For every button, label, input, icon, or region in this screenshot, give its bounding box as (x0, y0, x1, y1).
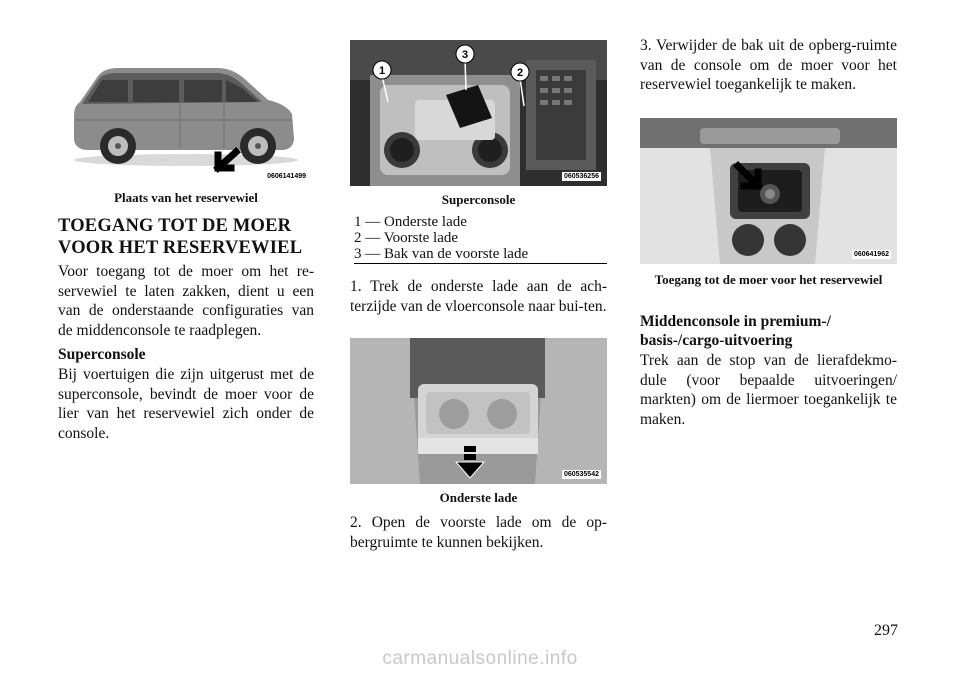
callout-2: 2 (516, 67, 524, 79)
spare-wheel-location-figure (58, 40, 314, 186)
figure-caption: Onderste lade (439, 490, 518, 505)
step-3-paragraph: 3. Verwijder de bak uit de opberg-ruimte van de console om de moer voor het reservewiel toegankelijk te maken. (640, 37, 897, 93)
figure-caption: Superconsole (441, 192, 516, 207)
figure-code: 060536256 (563, 173, 599, 180)
legend-item: 3 — Bak van de voorste lade (354, 246, 529, 262)
minivan-illustration (58, 40, 314, 186)
figure-caption: Toegang tot de moer voor het reservewiel (654, 272, 883, 287)
watermark: carmanualsonline.info (382, 648, 578, 669)
figure-caption: Plaats van het reservewiel (114, 190, 258, 205)
legend-item: 1 — Onderste lade (354, 214, 467, 230)
subheading-superconsole: Superconsole (58, 346, 146, 363)
page-number: 297 (874, 622, 898, 639)
legend-item: 2 — Voorste lade (354, 230, 459, 246)
lower-tray-photo (350, 338, 607, 484)
section-heading: TOEGANG TOT DE MOER VOOR HET RESERVEWIEL (58, 216, 303, 258)
intro-paragraph: Voor toegang tot de moer om het re-servewiel te laten zakken, dient u een van de onderstaande configuraties van de middenconsole te raadplegen. (58, 263, 314, 339)
premium-console-paragraph: Trek aan de stop van de lierafdekmo-dule (voor bepaalde uitvoeringen/ markten) om de liermoer toegankelijk te maken. (640, 352, 897, 428)
callout-3: 3 (461, 49, 469, 61)
figure-code: 060535542 (563, 471, 599, 478)
spare-nut-access-figure (640, 118, 897, 264)
superconsole-photo (350, 40, 607, 186)
figure-code: 060641962 (853, 251, 889, 258)
step-1-paragraph: 1. Trek de onderste lade aan de ach-terzijde van de vloerconsole naar bui-ten. (350, 278, 607, 315)
callout-1: 1 (378, 65, 386, 77)
callout-legend (354, 214, 607, 264)
figure-code: 0606141499 (267, 173, 306, 180)
superconsole-paragraph: Bij voertuigen die zijn uitgerust met de superconsole, bevindt de moer voor de lier van het reservewiel zich onder de console. (58, 366, 314, 442)
superconsole-figure (350, 40, 607, 186)
subheading-premium-console: Middenconsole in premium-/ basis-/cargo-uitvoering (640, 313, 831, 349)
lower-tray-figure (350, 338, 607, 484)
console-opening-photo (640, 118, 897, 264)
step-2-paragraph: 2. Open de voorste lade om de op-bergruimte te kunnen bekijken. (350, 514, 607, 551)
